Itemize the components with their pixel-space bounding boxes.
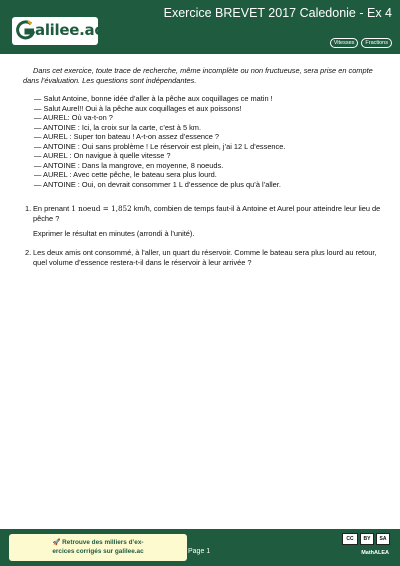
tag-vitesses[interactable]: Vitesses [330, 38, 359, 48]
by-icon: BY [360, 533, 374, 545]
sa-icon: SA [376, 533, 390, 545]
exercise-title: Exercice BREVET 2017 Caledonie - Ex 4 [163, 6, 392, 20]
intro-text: Dans cet exercice, toute trace de recherche, même incomplète ou non fructueuse, sera prise en compte dans l’évaluation. Les questions sont indépendantes. [23, 66, 373, 85]
dialogue-line: — ANTOINE : Oui sans problème ! Le réservoir est plein, j’ai 12 L d’essence. [34, 141, 286, 151]
galilee-g-icon [16, 20, 36, 42]
dialogue-line: — ANTOINE : Dans la mangrove, en moyenne, 8 noeuds. [34, 160, 224, 170]
question-text: Les deux amis ont consommé, à l’aller, un quart du réservoir. Comme le bateau sera plus lourd au retour, quel volume d’essence restera-t-il dans le réservoir à leur arrivée ? [33, 247, 377, 267]
dialogue-line: — AUREL : Super ton bateau ! A-t-on assez d’essence ? [34, 132, 220, 142]
mathalea-brand: MathALEA [361, 550, 389, 556]
question-instruction: Exprimer le résultat en minutes (arrondi à l’unité). [33, 229, 195, 239]
license-badge[interactable] [342, 533, 390, 545]
math-expression: 1 noeud = 1,852 [71, 204, 132, 214]
exercise-content [23, 66, 383, 276]
dialogue-line: — Salut Antoine, bonne idée d’aller à la pêche aux coquillages ce matin ! [34, 94, 273, 104]
promo-line: ercices corrigés sur galilee.ac [52, 548, 144, 555]
tag-fractions[interactable]: Fractions [361, 38, 392, 48]
dialogue-line: — AUREL : On navigue à quelle vitesse ? [34, 151, 171, 161]
topic-tags [330, 38, 392, 48]
dialogue-line: — ANTOINE : Ici, la croix sur la carte, c’est à 5 km. [34, 122, 202, 132]
dialogue-line: — AUREL : Avec cette pêche, le bateau sera plus lourd. [34, 170, 217, 180]
question-2 [25, 247, 383, 267]
question-1 [25, 204, 383, 239]
promo-link[interactable] [9, 534, 187, 561]
dialogue [34, 94, 383, 189]
question-number: 1. [25, 204, 32, 214]
cc-icon: CC [342, 533, 358, 545]
dialogue-line: — AUREL: Où va-t-on ? [34, 113, 113, 123]
dialogue-line: — Salut Aurel!! Oui à la pêche aux coquillages et aux poissons! [34, 103, 242, 113]
question-number: 2. [25, 247, 32, 257]
question-text: En prenant 1 noeud = 1,852 km/h, combien de temps faut-il à Antoine et Aurel pour atteindre leur lieu de pêche ? [33, 204, 381, 223]
dialogue-line: — ANTOINE : Oui, on devrait consommer 1 L d’essence de plus qu’à l’aller. [34, 179, 281, 189]
header-bar [0, 0, 400, 54]
galilee-logo[interactable] [12, 17, 103, 45]
promo-line: 🚀 Retrouve des milliers d’ex- [52, 539, 144, 546]
page-number: Page 1 [188, 548, 211, 555]
logo-text: alilee.ac [35, 21, 103, 39]
